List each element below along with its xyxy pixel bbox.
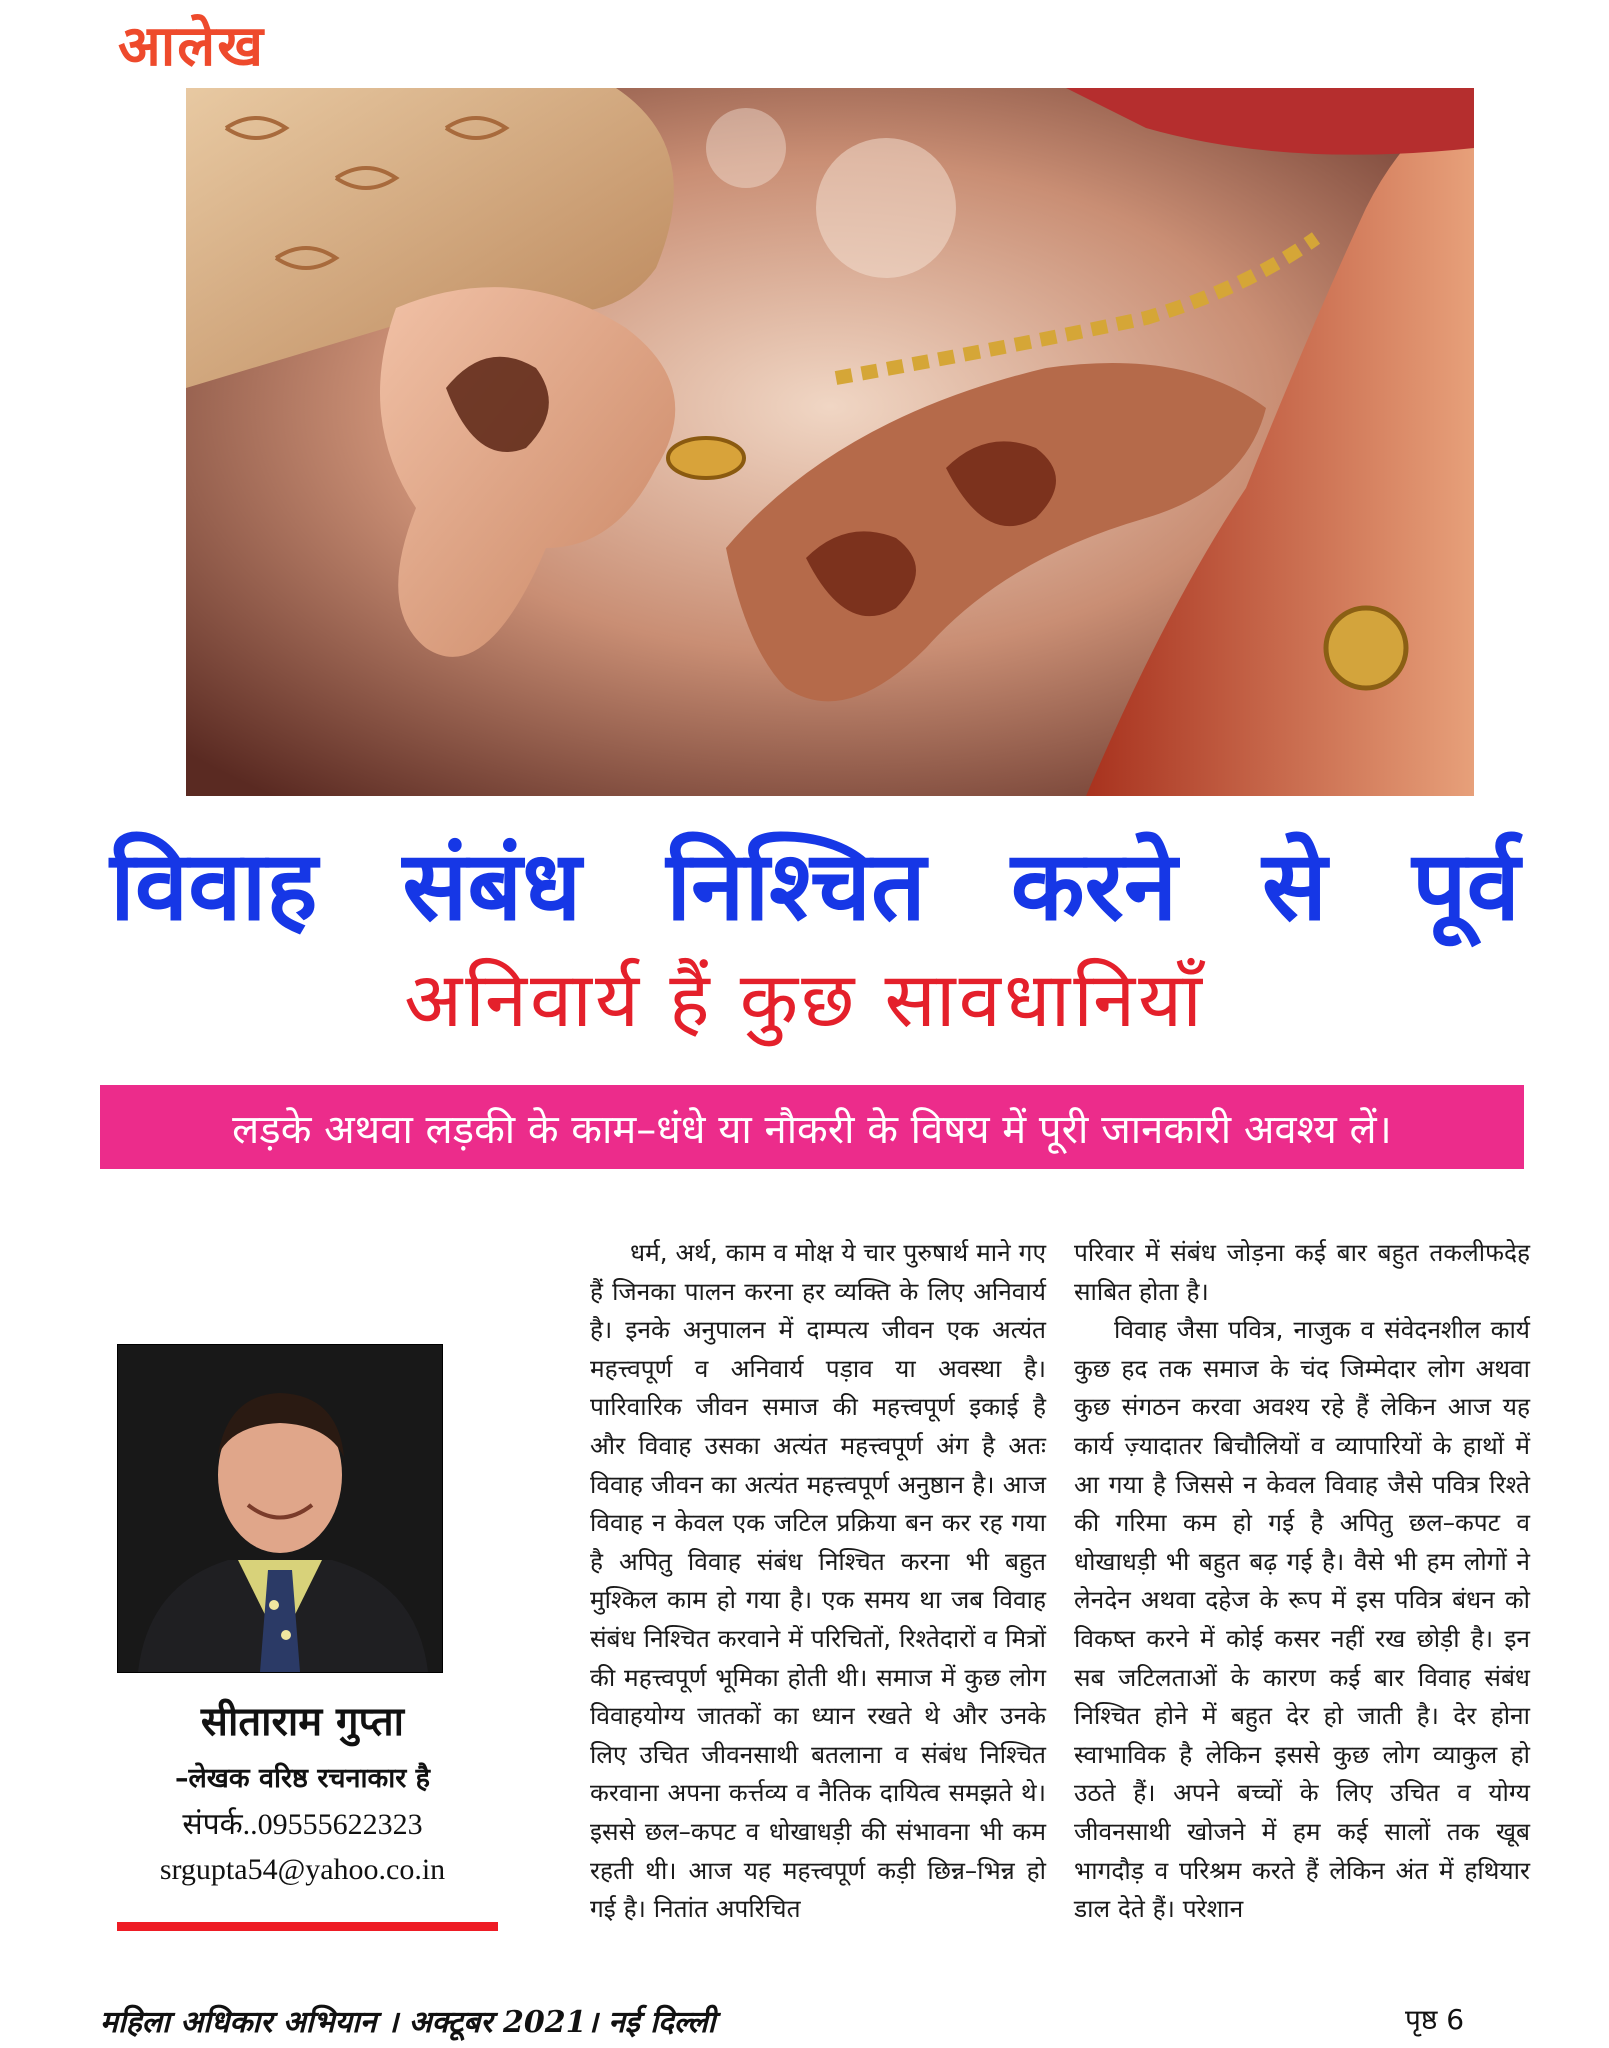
headline-word: करने: [1010, 830, 1178, 942]
article-column-1: [590, 1234, 1046, 1929]
author-portrait-icon: [118, 1345, 442, 1672]
headline-word: निश्चित: [666, 830, 926, 942]
banner-text: लड़के अथवा लड़की के काम–धंधे या नौकरी के विषय में पूरी जानकारी अवश्य लें।: [232, 1106, 1392, 1153]
headline-word: पूर्व: [1412, 830, 1520, 942]
headline-word: संबंध: [402, 830, 582, 942]
author-photo: [117, 1344, 443, 1673]
author-contact: संपर्क..09555622323: [182, 1808, 423, 1841]
highlight-banner: [100, 1085, 1524, 1169]
author-name: सीताराम गुप्ता: [200, 1698, 405, 1745]
headline-word: विवाह: [110, 830, 318, 942]
article-column-2: [1074, 1234, 1530, 1929]
wedding-hands-photo-icon: [186, 88, 1474, 796]
author-email: srgupta54@yahoo.co.in: [159, 1853, 446, 1886]
footer-publication: महिला अधिकार अभियान । अक्टूबर 2021। नई दिल्ली: [100, 2005, 716, 2040]
page-number: पृष्ठ 6: [1405, 2003, 1465, 2036]
author-role: –लेखक वरिष्ठ रचनाकार है: [174, 1763, 431, 1794]
headline: [110, 830, 1520, 942]
article-paragraph: विवाह जैसा पवित्र, नाजुक व संवेदनशील कार्य कुछ हद तक समाज के चंद जिम्मेदार लोग अथवा कुछ संगठन करवा अवश्य रहे हैं लेकिन आज यह कार्य ज़्यादातर बिचौलियों व व्यापारियों के हाथों में आ गया है जिससे न केवल विवाह जैसे पवित्र रिश्ते की गरिमा कम हो गई है अपितु छल–कपट व धोखाधड़ी भी बहुत बढ़ गई है। वैसे भी हम लोगों ने लेनदेन अथवा दहेज के रूप में इस पवित्र बंधन को विकष्त करने में कोई कसर नहीं रख छोड़ी है। इन सब जटिलताओं के कारण कई बार विवाह संबंध निश्चित होने में बहुत देर हो जाती है। देर होना स्वाभाविक है लेकिन इससे कुछ लोग व्याकुल हो उठते हैं। अपने बच्चों के लिए उचित व योग्य जीवनसाथी खोजने में हम कई सालों तक खूब भागदौड़ व परिश्रम करते हैं लेकिन अंत में हथियार डाल देते हैं। परेशान: [1074, 1315, 1530, 1924]
author-divider: [117, 1922, 498, 1931]
headline-word: से: [1262, 830, 1328, 942]
subheadline: अनिवार्य हैं कुछ सावधानियाँ: [404, 955, 1205, 1044]
article-paragraph: परिवार में संबंध जोड़ना कई बार बहुत तकलीफदेह साबित होता है।: [1074, 1238, 1530, 1306]
hero-image: [186, 88, 1474, 796]
section-label: आलेख: [118, 14, 266, 79]
article-paragraph: धर्म, अर्थ, काम व मोक्ष ये चार पुरुषार्थ माने गए हैं जिनका पालन करना हर व्यक्ति के लिए अनिवार्य है। इनके अनुपालन में दाम्पत्य जीवन एक अत्यंत महत्त्वपूर्ण व अनिवार्य पड़ाव या अवस्था है। पारिवारिक जीवन समाज की महत्त्वपूर्ण इकाई है और विवाह उसका अत्यंत महत्त्वपूर्ण अंग है अतः विवाह जीवन का अत्यंत महत्त्वपूर्ण अनुष्ठान है। आज विवाह न केवल एक जटिल प्रक्रिया बन कर रह गया है अपितु विवाह संबंध निश्चित करना भी बहुत मुश्किल काम हो गया है। एक समय था जब विवाह संबंध निश्चित करवाने में परिचितों, रिश्तेदारों व मित्रों की महत्त्वपूर्ण भूमिका होती थी। समाज में कुछ लोग विवाहयोग्य जातकों का ध्यान रखते थे और उनके लिए उचित जीवनसाथी बतलाना व संबंध निश्चित करवाना अपना कर्त्तव्य व नैतिक दायित्व समझते थे। इससे छल–कपट व धोखाधड़ी की संभावना भी कम रहती थी। आज यह महत्त्वपूर्ण कड़ी छिन्न–भिन्न हो गई है। नितांत अपरिचित: [590, 1238, 1046, 1924]
